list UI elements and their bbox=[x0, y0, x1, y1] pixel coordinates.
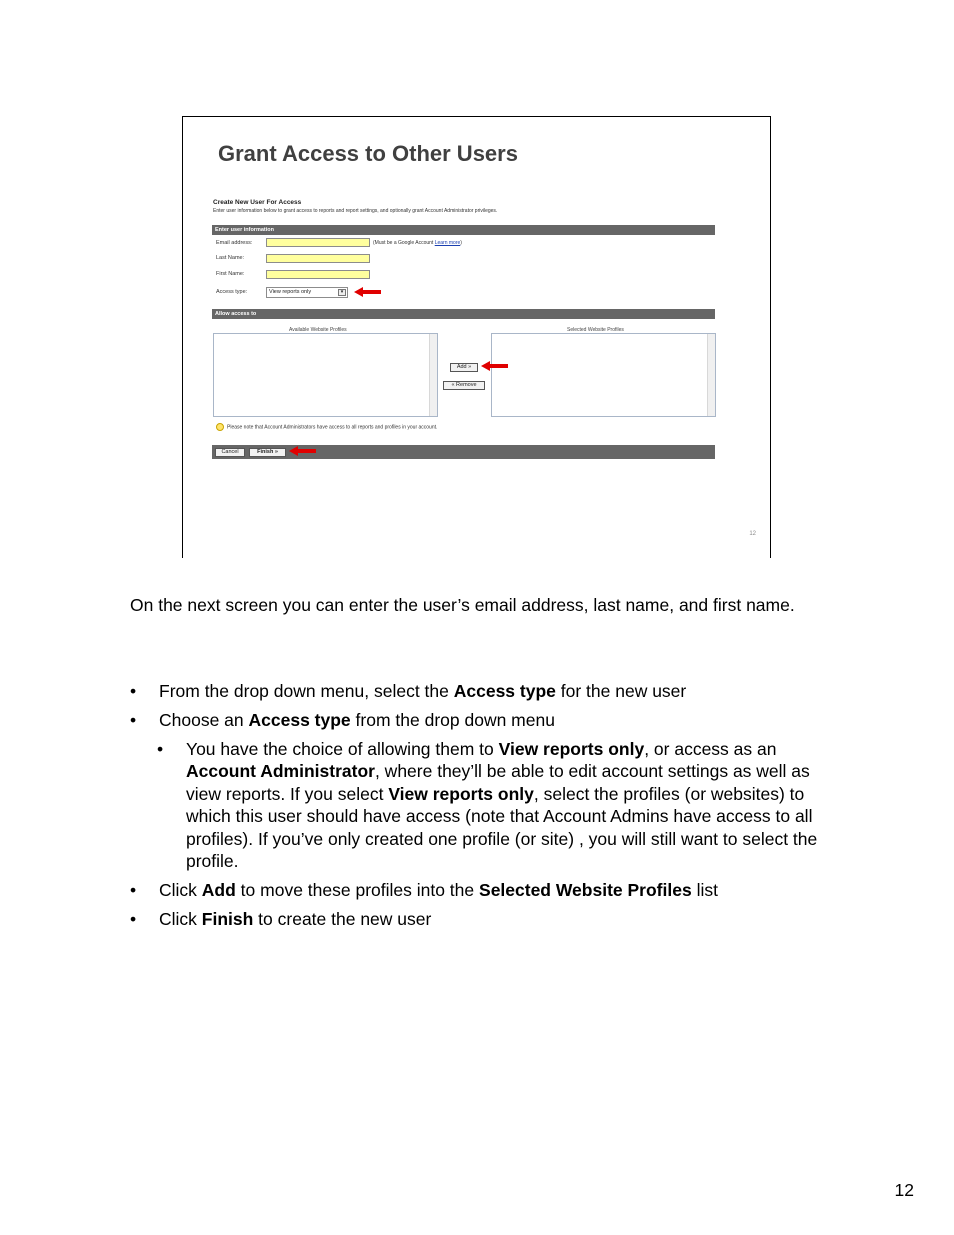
last-name-field[interactable] bbox=[266, 254, 370, 263]
list-item: • Click Finish to create the new user bbox=[130, 909, 432, 929]
list-item: • From the drop down menu, select the Access type for the new user bbox=[130, 681, 687, 701]
email-label: Email address: bbox=[216, 240, 253, 246]
scrollbar[interactable] bbox=[429, 334, 437, 416]
list-item: • Choose an Access type from the drop down menu • You have the choice of allowing them to View reports only, or access as an Account Administrator, where they’ll be able to edit account settings as well as view reports. If you select View reports only, select the profiles (or websites) to which this user should have access (note that Account Admins have access to all profiles). If you’ve only created one profile (or site) , you will still want to select the profile. bbox=[130, 709, 830, 873]
remove-button[interactable]: « Remove bbox=[443, 381, 485, 390]
instruction-list bbox=[130, 680, 830, 937]
chevron-down-icon[interactable]: ▾ bbox=[338, 289, 346, 296]
first-name-label: First Name: bbox=[216, 271, 245, 277]
access-type-select[interactable] bbox=[266, 287, 348, 298]
section-bar-allow-access: Allow access to bbox=[212, 309, 715, 319]
cancel-button[interactable]: Cancel bbox=[215, 448, 245, 457]
red-arrow-icon bbox=[289, 446, 316, 456]
admin-tip: Please note that Account Administrators have access to all reports and profiles in your account. bbox=[216, 423, 437, 431]
available-profiles-caption: Available Website Profiles bbox=[289, 327, 347, 333]
bullet-icon: • bbox=[130, 710, 137, 730]
add-button[interactable]: Add » bbox=[450, 363, 478, 372]
access-type-value: View reports only bbox=[269, 289, 312, 295]
form-subheading: Enter user information below to grant access to reports and report settings, and optionally grant Account Administrator privileges. bbox=[213, 208, 498, 214]
list-item: • You have the choice of allowing them to View reports only, or access as an Account Administrator, where they’ll be able to edit account settings as well as view reports. If you select View reports only, select the profiles (or websites) to which this user should have access (note that Account Admins have access to all profiles). If you’ve only created one profile (or site) , you will still want to select the profile. bbox=[157, 738, 818, 871]
sub-list bbox=[159, 738, 830, 873]
scrollbar[interactable] bbox=[707, 334, 715, 416]
slide-number: 12 bbox=[749, 531, 756, 537]
selected-profiles-list[interactable] bbox=[491, 333, 716, 417]
page-number: 12 bbox=[894, 1180, 914, 1200]
access-type-label: Access type: bbox=[216, 289, 248, 295]
embedded-screenshot bbox=[211, 197, 716, 462]
intro-paragraph: On the next screen you can enter the user’s email address, last name, and first name. bbox=[130, 595, 795, 615]
bullet-icon: • bbox=[130, 681, 137, 701]
first-name-field[interactable] bbox=[266, 270, 370, 279]
section-bar-user-info: Enter user information bbox=[212, 225, 715, 235]
list-item: • Click Add to move these profiles into the Selected Website Profiles list bbox=[130, 880, 718, 900]
slide-image bbox=[182, 116, 771, 558]
email-note: (Must be a Google Account Learn more) bbox=[373, 240, 462, 246]
bullet-icon: • bbox=[130, 909, 137, 929]
lightbulb-icon bbox=[216, 423, 224, 431]
slide-title: Grant Access to Other Users bbox=[218, 141, 518, 166]
selected-profiles-caption: Selected Website Profiles bbox=[567, 327, 624, 333]
available-profiles-list[interactable] bbox=[213, 333, 438, 417]
bullet-icon: • bbox=[157, 738, 164, 759]
bullet-icon: • bbox=[130, 880, 137, 900]
last-name-label: Last Name: bbox=[216, 255, 245, 261]
email-field[interactable] bbox=[266, 238, 370, 247]
red-arrow-icon bbox=[481, 361, 508, 371]
form-heading: Create New User For Access bbox=[213, 199, 302, 206]
red-arrow-icon bbox=[354, 287, 381, 297]
learn-more-link[interactable]: Learn more bbox=[434, 240, 461, 246]
button-bar bbox=[212, 445, 715, 459]
finish-button[interactable]: Finish » bbox=[249, 448, 286, 457]
